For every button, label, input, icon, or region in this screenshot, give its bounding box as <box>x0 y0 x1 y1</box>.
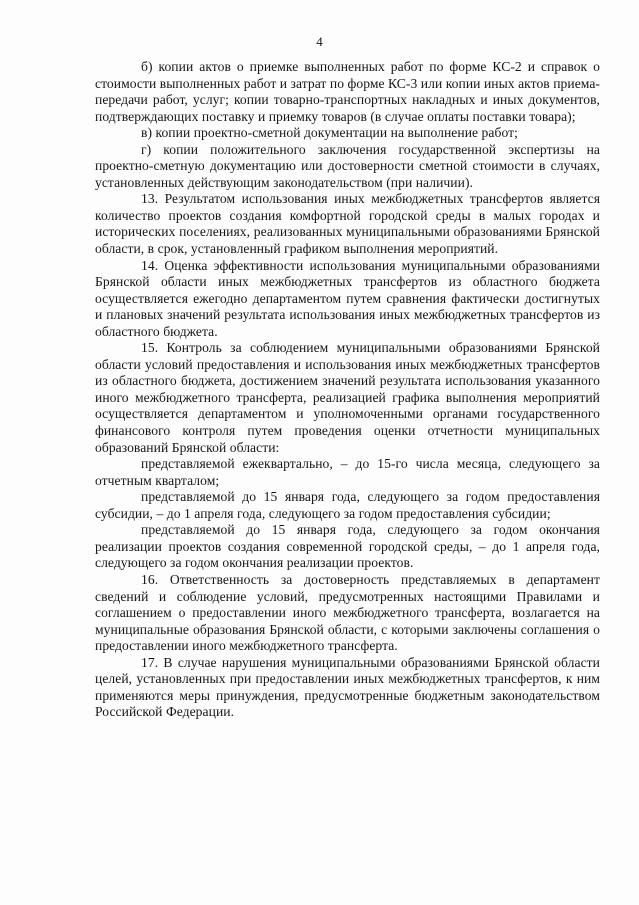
paragraph-15: 15. Контроль за соблюдением муниципальными образованиями Брянской области условий предоставления и использования иных межбюджетных трансфертов из областного бюджета, достижением значений результата использования указанного иного межбюджетного трансферта, реализацией графика выполнения мероприятий осуществляется департаментом и уполномоченными органами государственного финансового контроля путем проведения оценки отчетности муниципальных образований Брянской области: <box>95 340 600 455</box>
paragraph-15-annual-projects: представляемой до 15 января года, следующего за годом окончания реализации проектов создания современной городской среды, – до 1 апреля года, следующего за годом окончания реализации проектов. <box>95 522 600 571</box>
paragraph-13: 13. Результатом использования иных межбюджетных трансфертов является количество проектов создания комфортной городской среды в малых городах и исторических поселениях, реализованных муниципальными образованиями Брянской области, в срок, установленный графиком выполнения мероприятий. <box>95 191 600 257</box>
paragraph-15-annual-subsidy: представляемой до 15 января года, следующего за годом предоставления субсидии, – до 1 апреля года, следующего за годом предоставления субсидии; <box>95 489 600 521</box>
paragraph-item-g: г) копии положительного заключения государственной экспертизы на проектно-сметную документацию или достоверности сметной стоимости в случаях, установленных действующим законодательством (при наличии). <box>95 141 600 190</box>
paragraph-14: 14. Оценка эффективности использования муниципальными образованиями Брянской области иных межбюджетных трансфертов из областного бюджета осуществляется ежегодно департаментом путем сравнения фактически достигнутых и плановых значений результата использования иных межбюджетных трансфертов из областного бюджета. <box>95 257 600 339</box>
paragraph-item-v: в) копии проектно-сметной документации на выполнение работ; <box>141 125 518 141</box>
document-body <box>95 59 600 721</box>
paragraph-17: 17. В случае нарушения муниципальными образованиями Брянской области целей, установленных при предоставлении иных межбюджетных трансфертов, к ним применяются меры принуждения, предусмотренные бюджетным законодательством Российской Федерации. <box>95 654 600 720</box>
paragraph-item-b: б) копии актов о приемке выполненных работ по форме КС-2 и справок о стоимости выполненных работ и затрат по форме КС-3 или копии иных актов приема-передачи работ, услуг; копии товарно-транспортных накладных и иных документов, подтверждающих поставку и приемку товаров (в случае оплаты поставки товара); <box>95 59 601 124</box>
paragraph-16: 16. Ответственность за достоверность представляемых в департамент сведений и соблюдение условий, предусмотренных настоящими Правилами и соглашением о предоставлении иного межбюджетного трансферта, возлагается на муниципальные образования Брянской области, с которыми заключены соглашения о предоставлении иного межбюджетного трансферта. <box>95 571 600 654</box>
page-number: 4 <box>316 34 323 49</box>
paragraph-15-quarterly: представляемой ежеквартально, – до 15-го числа месяца, следующего за отчетным кварталом; <box>95 456 600 488</box>
